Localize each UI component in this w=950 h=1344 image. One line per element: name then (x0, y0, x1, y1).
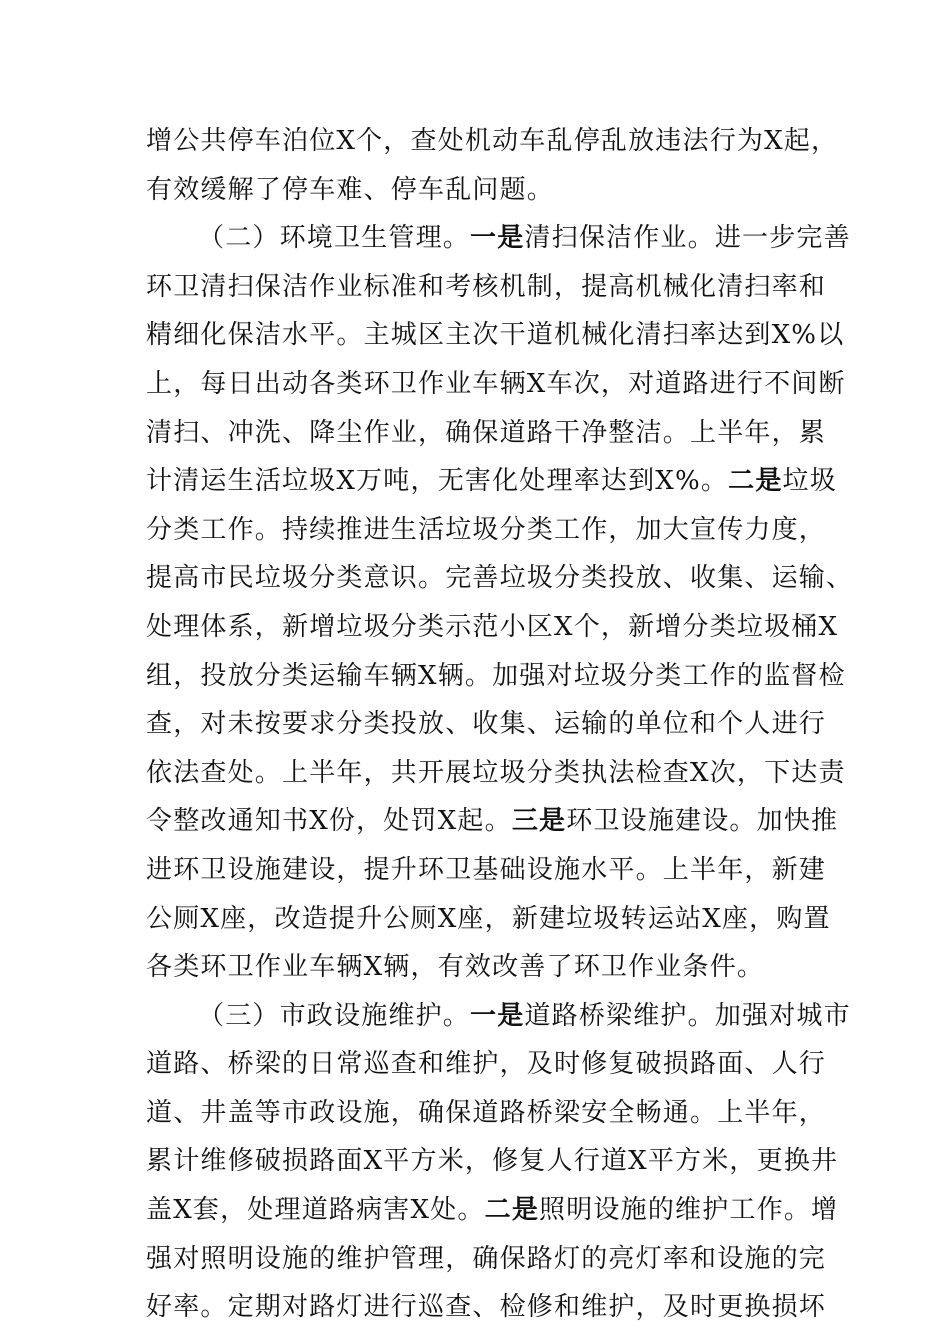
text-line (146, 1040, 827, 1089)
text-line (146, 263, 827, 312)
text-segment: （三）市政设施维护。 (198, 1000, 471, 1031)
text-line (146, 166, 806, 215)
text-segment: 好率。定期对路灯进行巡查、检修和维护，及时更换损坏 (146, 1292, 827, 1323)
text-line (146, 749, 846, 798)
text-segment: 进环卫设施建设，提升环卫基础设施水平。上半年，新建 (146, 854, 827, 885)
text-segment: 令整改通知书X份，处罚X起。 (146, 806, 512, 837)
text-segment: 强对照明设施的维护管理，确保路灯的亮灯率和设施的完 (146, 1243, 827, 1274)
text-segment: 处理体系，新增垃圾分类示范小区X个，新增分类垃圾桶X (146, 611, 839, 642)
text-segment: 累计维修破损路面X平方米，修复人行道X平方米，更换井 (146, 1146, 839, 1177)
text-segment: 精细化保洁水平。主城区主次干道机械化清扫率达到X%以 (146, 320, 845, 351)
text-line (146, 603, 839, 652)
bold-marker: 一是 (470, 1000, 525, 1031)
text-line (146, 700, 827, 749)
bold-marker: 一是 (470, 223, 525, 254)
bold-marker: 二是 (728, 466, 783, 497)
text-segment: 上，每日出动各类环卫作业车辆X车次，对道路进行不间断 (146, 368, 846, 399)
text-line (146, 895, 831, 944)
text-segment: 各类环卫作业车辆X辆，有效改善了环卫作业条件。 (146, 952, 765, 983)
text-line (146, 311, 845, 360)
text-segment: （二）环境卫生管理。 (198, 223, 471, 254)
text-segment: 公厕X座，改造提升公厕X座，新建垃圾转运站X座，购置 (146, 903, 831, 934)
text-line (146, 506, 827, 555)
text-line (146, 1186, 839, 1235)
text-segment: 环卫清扫保洁作业标准和考核机制，提高机械化清扫率和 (146, 271, 827, 302)
text-segment: 清扫、冲洗、降尘作业，确保道路干净整洁。上半年，累 (146, 417, 827, 448)
text-line (146, 846, 827, 895)
text-line (146, 117, 839, 166)
text-segment: 计清运生活垃圾X万吨，无害化处理率达到X%。 (146, 466, 729, 497)
text-segment: 垃圾 (782, 466, 837, 497)
bold-marker: 三是 (511, 806, 567, 837)
text-line (146, 652, 846, 701)
text-segment: 照明设施的维护工作。增 (539, 1195, 839, 1226)
bold-marker: 二是 (484, 1195, 540, 1226)
text-segment: 环卫设施建设。加快推 (566, 806, 839, 837)
text-line (146, 457, 837, 506)
text-line (146, 992, 851, 1041)
text-segment: 增公共停车泊位X个，查处机动车乱停乱放违法行为X起， (146, 126, 839, 156)
text-segment: 道路、桥梁的日常巡查和维护，及时修复破损路面、人行 (146, 1049, 827, 1080)
text-segment: 盖X套，处理道路病害X处。 (146, 1195, 485, 1226)
text-segment: 清扫保洁作业。进一步完善 (524, 223, 851, 254)
text-line (146, 1283, 827, 1332)
text-segment: 依法查处。上半年，共开展垃圾分类执法检查X次，下达责 (146, 757, 846, 788)
text-segment: 道路桥梁维护。加强对城市 (524, 1000, 851, 1031)
text-segment: 提高市民垃圾分类意识。完善垃圾分类投放、收集、运输、 (146, 563, 854, 594)
text-line (146, 214, 851, 263)
text-line (146, 360, 846, 409)
text-line (146, 1089, 827, 1138)
text-segment: 组，投放分类运输车辆X辆。加强对垃圾分类工作的监督检 (146, 660, 846, 691)
text-line (146, 409, 827, 458)
text-segment: 分类工作。持续推进生活垃圾分类工作，加大宣传力度， (146, 514, 827, 545)
text-segment: 查，对未按要求分类投放、收集、运输的单位和个人进行 (146, 709, 827, 740)
text-line (146, 797, 839, 846)
text-segment: 道、井盖等市政设施，确保道路桥梁安全畅通。上半年， (146, 1097, 827, 1128)
document-body (146, 117, 854, 1332)
text-line (146, 943, 806, 992)
text-line (146, 554, 854, 603)
text-line (146, 1235, 827, 1284)
text-segment: 有效缓解了停车难、停车乱问题。 (146, 174, 555, 205)
text-line (146, 1137, 839, 1186)
